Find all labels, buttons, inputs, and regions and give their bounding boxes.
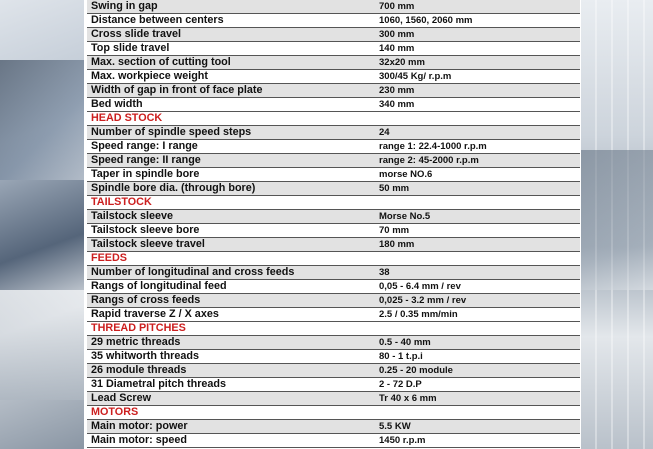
section-title: MOTORS [87,406,580,420]
spec-row [87,140,580,154]
spec-label: Swing in gap [87,0,375,14]
spec-row [87,350,580,364]
spec-label: Top slide travel [87,42,375,56]
spec-row [87,70,580,84]
spec-label: Speed range: I range [87,140,375,154]
spec-value: 32x20 mm [375,56,580,70]
spec-label: Main motor: speed [87,434,375,448]
background-photo-left [0,0,84,449]
spec-label: 35 whitworth threads [87,350,375,364]
spec-row [87,420,580,434]
spec-label: Number of spindle speed steps [87,126,375,140]
spec-row [87,280,580,294]
spec-value: 80 - 1 t.p.i [375,350,580,364]
spec-value: 5.5 KW [375,420,580,434]
spec-row [87,84,580,98]
spec-value: 70 mm [375,224,580,238]
spec-row [87,0,580,14]
spec-value: 300 mm [375,28,580,42]
spec-row [87,294,580,308]
spec-label: Number of longitudinal and cross feeds [87,266,375,280]
spec-table-body [87,0,580,448]
spec-row [87,28,580,42]
spec-row [87,238,580,252]
spec-row [87,392,580,406]
spec-label: Rapid traverse Z / X axes [87,308,375,322]
spec-row [87,126,580,140]
background-machine-shape [0,290,84,400]
spec-row [87,224,580,238]
section-header [87,252,580,266]
section-header [87,406,580,420]
spec-label: Max. workpiece weight [87,70,375,84]
section-header [87,112,580,126]
spec-value: 0,025 - 3.2 mm / rev [375,294,580,308]
spec-label: Rangs of longitudinal feed [87,280,375,294]
section-title: TAILSTOCK [87,196,580,210]
section-header [87,322,580,336]
spec-value: 2 - 72 D.P [375,378,580,392]
spec-label: Speed range: II range [87,154,375,168]
spec-value: Morse No.5 [375,210,580,224]
spec-value: range 1: 22.4-1000 r.p.m [375,140,580,154]
spec-label: Tailstock sleeve travel [87,238,375,252]
spec-label: Cross slide travel [87,28,375,42]
spec-value: 230 mm [375,84,580,98]
spec-value: morse NO.6 [375,168,580,182]
spec-label: Main motor: power [87,420,375,434]
spec-value: 1450 r.p.m [375,434,580,448]
spec-row [87,378,580,392]
spec-row [87,154,580,168]
background-machine-shape [0,60,84,180]
spec-value: 2.5 / 0.35 mm/min [375,308,580,322]
spec-value: 700 mm [375,0,580,14]
spec-label: Max. section of cutting tool [87,56,375,70]
spec-value: 0.25 - 20 module [375,364,580,378]
spec-label: 31 Diametral pitch threads [87,378,375,392]
spec-row [87,434,580,448]
spec-sheet [84,0,581,449]
spec-label: Spindle bore dia. (through bore) [87,182,375,196]
spec-label: Width of gap in front of face plate [87,84,375,98]
section-title: THREAD PITCHES [87,322,580,336]
spec-row [87,182,580,196]
spec-value: 340 mm [375,98,580,112]
spec-value: 1060, 1560, 2060 mm [375,14,580,28]
spec-row [87,42,580,56]
spec-label: 29 metric threads [87,336,375,350]
spec-row [87,98,580,112]
spec-value: range 2: 45-2000 r.p.m [375,154,580,168]
spec-row [87,266,580,280]
background-photo-right [581,0,653,449]
spec-label: Bed width [87,98,375,112]
spec-value: Tr 40 x 6 mm [375,392,580,406]
background-machine-shape [581,150,653,290]
spec-label: Rangs of cross feeds [87,294,375,308]
spec-label: Lead Screw [87,392,375,406]
spec-label: Tailstock sleeve bore [87,224,375,238]
spec-row [87,56,580,70]
spec-label: Distance between centers [87,14,375,28]
spec-value: 38 [375,266,580,280]
spec-value: 0.5 - 40 mm [375,336,580,350]
spec-table [87,0,580,448]
spec-label: 26 module threads [87,364,375,378]
spec-row [87,364,580,378]
spec-row [87,308,580,322]
spec-value: 140 mm [375,42,580,56]
spec-value: 50 mm [375,182,580,196]
spec-row [87,210,580,224]
spec-row [87,168,580,182]
spec-value: 180 mm [375,238,580,252]
spec-label: Tailstock sleeve [87,210,375,224]
section-title: HEAD STOCK [87,112,580,126]
spec-row [87,14,580,28]
section-header [87,196,580,210]
section-title: FEEDS [87,252,580,266]
spec-row [87,336,580,350]
spec-value: 300/45 Kg/ r.p.m [375,70,580,84]
spec-label: Taper in spindle bore [87,168,375,182]
spec-value: 24 [375,126,580,140]
spec-value: 0,05 - 6.4 mm / rev [375,280,580,294]
